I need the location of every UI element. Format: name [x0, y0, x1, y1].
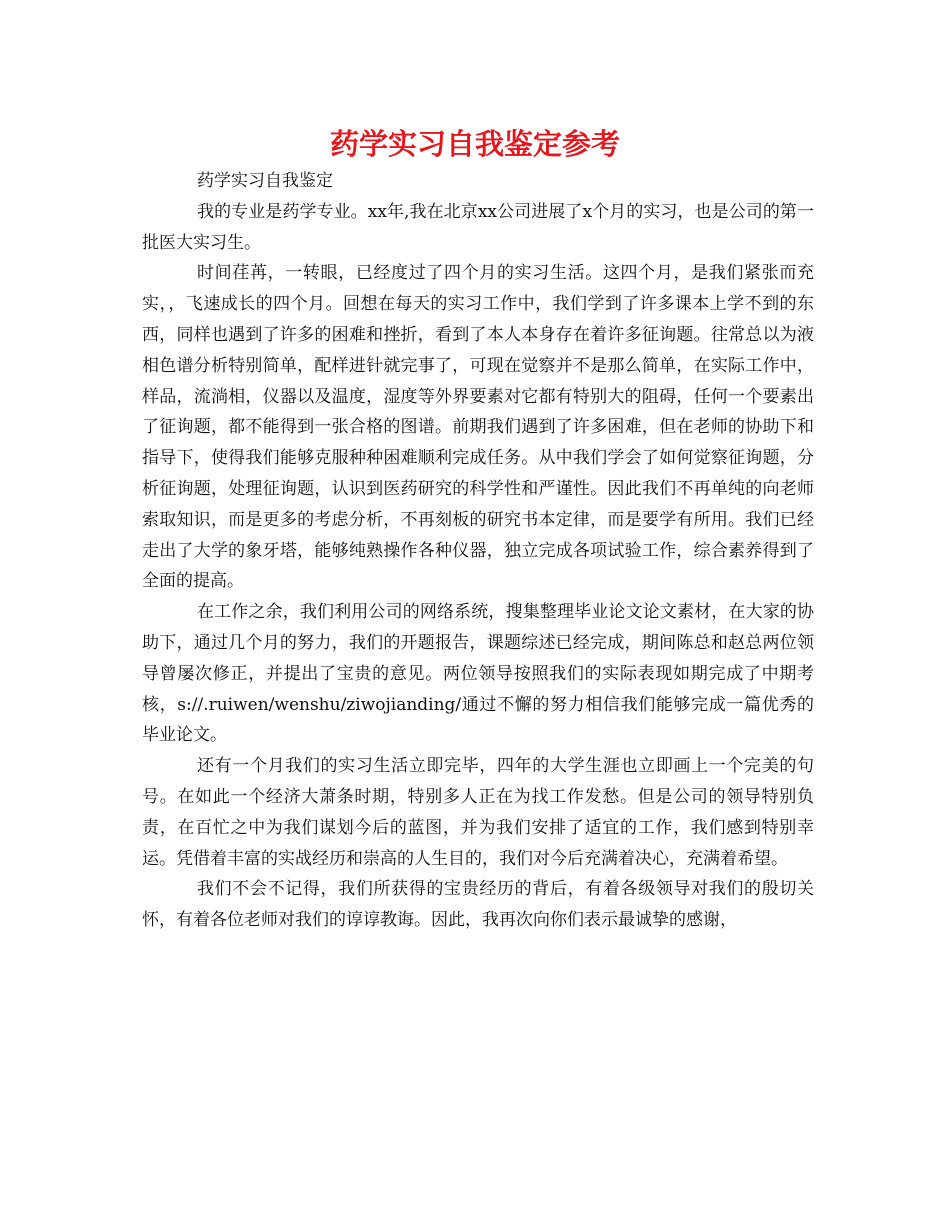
paragraph-thesis: 在工作之余，我们利用公司的网络系统，搜集整理毕业论文论文素材，在大家的协助下，通过几个月的努力，我们的开题报告，课题综述已经完成，期间陈总和赵总两位领导曾屡次修正，并提出了宝贵的意见。两位领导按照我们的实际表现如期完成了中期考核，s://.ruiwen/wenshu/ziwojianding/通过不懈的努力相信我们能够完成一篇优秀的毕业论文。 — [142, 602, 814, 746]
paragraph-gratitude: 我们不会不记得，我们所获得的宝贵经历的背后，有着各级领导对我们的殷切关怀，有着各位老师对我们的谆谆教诲。因此，我再次向你们表示最诚挚的感谢， — [142, 879, 814, 931]
paragraph-four-months: 时间荏苒，一转眼，已经度过了四个月的实习生活。这四个月，是我们紧张而充实，，飞速成长的四个月。回想在每天的实习工作中，我们学到了许多课本上学不到的东西，同样也遇到了许多的困难和挫折，看到了本人本身存在着许多征询题。往常总以为液相色谱分析特别简单，配样进针就完事了，可现在觉察并不是那么简单，在实际工作中，样品，流淌相，仪器以及温度，湿度等外界要素对它都有特别大的阻碍，任何一个要素出了征询题，都不能得到一张合格的图谱。前期我们遇到了许多困难，但在老师的协助下和指导下，使得我们能够克服种种困难顺利完成任务。从中我们学会了如何觉察征询题，分析征询题，处理征询题，认识到医药研究的科学性和严谨性。因此我们不再单纯的向老师索取知识，而是更多的考虑分析，不再刻板的研究书本定律，而是要学有所用。我们已经走出了大学的象牙塔，能够纯熟操作各种仪器，独立完成各项试验工作，综合素养得到了全面的提高。 — [142, 263, 814, 592]
document-body — [142, 166, 814, 936]
paragraph-graduation: 还有一个月我们的实习生活立即完毕，四年的大学生涯也立即画上一个完美的句号。在如此一个经济大萧条时期，特别多人正在为找工作发愁。但是公司的领导特别负责，在百忙之中为我们谋划今后的蓝图，并为我们安排了适宜的工作，我们感到特别幸运。凭借着丰富的实战经历和崇高的人生目的，我们对今后充满着决心，充满着希望。 — [142, 756, 814, 869]
document-title: 药学实习自我鉴定参考 — [329, 127, 620, 161]
paragraph-heading: 药学实习自我鉴定 — [197, 171, 333, 191]
paragraph-major: 我的专业是药学专业。xx年,我在北京xx公司进展了x个月的实习，也是公司的第一批医大实习生。 — [142, 201, 814, 253]
